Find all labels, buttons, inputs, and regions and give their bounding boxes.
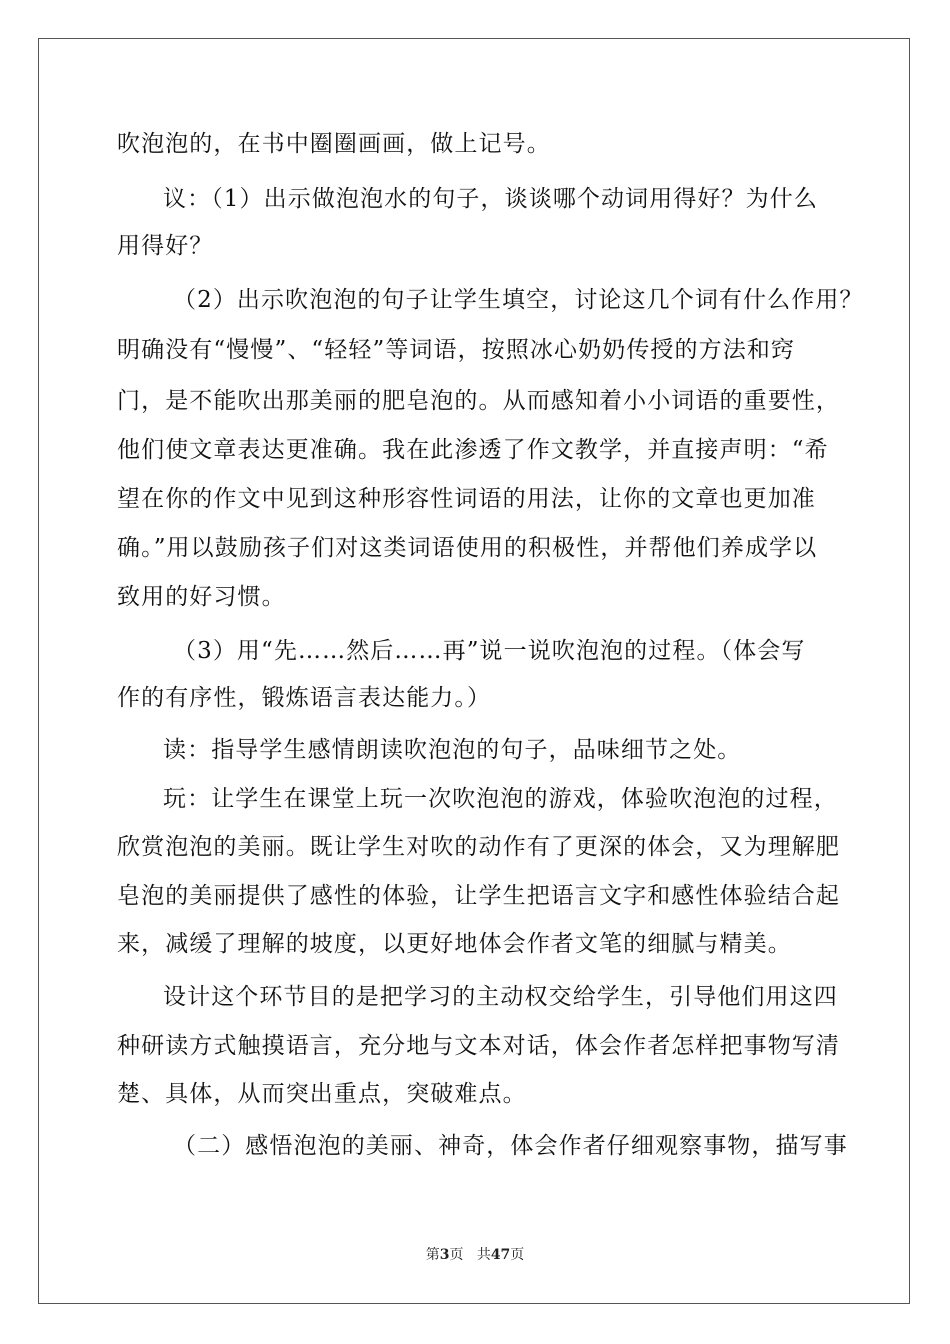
text-line: 来，减缓了理解的坡度，以更好地体会作者文笔的细腻与精美。 xyxy=(117,931,792,957)
text-line: （二）感悟泡泡的美丽、神奇，体会作者仔细观察事物，描写事 xyxy=(173,1133,848,1159)
text-line: 用得好？ xyxy=(117,233,214,259)
text-line: 欣赏泡泡的美丽。既让学生对吹的动作有了更深的体会，又为理解肥 xyxy=(117,834,840,860)
text-line: 议：（1）出示做泡泡水的句子，谈谈哪个动词用得好？为什么 xyxy=(163,186,818,212)
text-line: 玩：让学生在课堂上玩一次吹泡泡的游戏，体验吹泡泡的过程， xyxy=(163,786,838,812)
total-suffix: 页 xyxy=(510,1247,525,1263)
page-number: 3 xyxy=(439,1247,450,1263)
text-line: 望在你的作文中见到这种形容性词语的用法，让你的文章也更加准 xyxy=(117,486,816,512)
text-line: （2）出示吹泡泡的句子让学生填空，讨论这几个词有什么作用？ xyxy=(173,287,864,313)
total-prefix: 共 xyxy=(476,1247,491,1263)
text-line: 致用的好习惯。 xyxy=(117,584,286,610)
text-line: 吹泡泡的，在书中圈圈画画，做上记号。 xyxy=(117,131,551,157)
text-line: （3）用“先……然后……再”说一说吹泡泡的过程。（体会写 xyxy=(173,638,806,664)
page-suffix: 页 xyxy=(449,1247,464,1263)
text-line: 皂泡的美丽提供了感性的体验，让学生把语言文字和感性体验结合起 xyxy=(117,883,840,909)
text-line: 读：指导学生感情朗读吹泡泡的句子，品味细节之处。 xyxy=(163,737,742,763)
text-line: 确。”用以鼓励孩子们对这类词语使用的积极性，并帮他们养成学以 xyxy=(117,535,818,561)
page-footer xyxy=(0,1244,950,1264)
text-line: 楚、具体，从而突出重点，突破难点。 xyxy=(117,1081,527,1107)
text-line: 他们使文章表达更准确。我在此渗透了作文教学，并直接声明：“希 xyxy=(117,437,829,463)
text-line: 设计这个环节目的是把学习的主动权交给学生，引导他们用这四 xyxy=(163,984,838,1010)
total-pages: 47 xyxy=(490,1247,511,1263)
page-prefix: 第 xyxy=(425,1247,440,1263)
text-line: 明确没有“慢慢”、“轻轻”等词语，按照冰心奶奶传授的方法和窍 xyxy=(117,337,796,363)
text-line: 种研读方式触摸语言，充分地与文本对话，体会作者怎样把事物写清 xyxy=(117,1033,840,1059)
text-line: 作的有序性，锻炼语言表达能力。） xyxy=(117,685,492,711)
text-line: 门，是不能吹出那美丽的肥皂泡的。从而感知着小小词语的重要性， xyxy=(117,388,840,414)
